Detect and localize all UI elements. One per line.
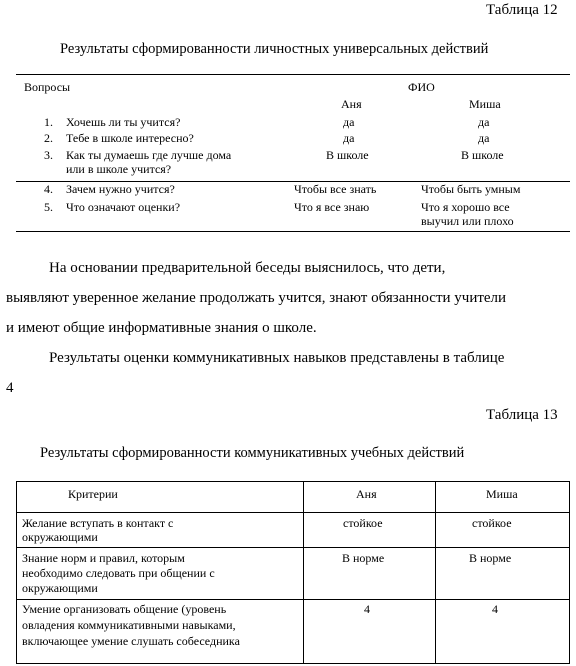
answer-anya: В школе — [326, 148, 369, 162]
table12-bottom-border — [16, 231, 570, 232]
question-text-cont: или в школе учится? — [66, 162, 172, 176]
table13-border — [16, 547, 570, 548]
answer-anya: Чтобы все знать — [294, 182, 377, 196]
table12-top-border — [16, 74, 570, 75]
header-questions: Вопросы — [24, 80, 71, 94]
table13-border — [16, 481, 570, 482]
criteria-text: включающее умение слушать собеседника — [22, 634, 240, 648]
criteria-text: необходимо следовать при общении с — [22, 566, 215, 580]
row-number: 2. — [44, 131, 53, 145]
answer-anya: Что я все знаю — [294, 200, 370, 214]
header-criteria: Критерии — [68, 487, 118, 501]
criteria-text: Знание норм и правил, которым — [22, 551, 185, 565]
header-anya: Аня — [341, 97, 362, 111]
row-number: 3. — [44, 148, 53, 162]
table12-title: Результаты сформированности личностных универсальных действий — [60, 41, 489, 57]
criteria-text: Желание вступать в контакт с — [22, 516, 174, 530]
row-number: 1. — [44, 115, 53, 129]
table13-border — [16, 512, 570, 513]
header-anya: Аня — [356, 487, 377, 501]
row-number: 4. — [44, 182, 53, 196]
paragraph-line: выявляют уверенное желание продолжать учится, знают обязанности учители — [6, 290, 507, 306]
header-misha: Миша — [469, 97, 501, 111]
question-text: Как ты думаешь где лучше дома — [66, 148, 232, 162]
value-misha: В норме — [469, 551, 512, 565]
table13-border — [435, 481, 436, 664]
answer-misha: Что я хорошо все — [421, 200, 510, 214]
paragraph-line: На основании предварительной беседы выяснилось, что дети, — [49, 260, 446, 276]
table13-caption: Таблица 13 — [486, 407, 558, 423]
answer-misha: Чтобы быть умным — [421, 182, 521, 196]
answer-anya: да — [343, 131, 355, 145]
value-anya: 4 — [364, 602, 370, 616]
criteria-text: овладения коммуникативными навыками, — [22, 618, 236, 632]
value-anya: В норме — [342, 551, 385, 565]
criteria-text: окружающими — [22, 530, 98, 544]
header-fio: ФИО — [408, 80, 435, 94]
question-text: Что означают оценки? — [66, 200, 181, 214]
answer-anya: да — [343, 115, 355, 129]
table13-title: Результаты сформированности коммуникативных учебных действий — [40, 445, 465, 461]
value-misha: стойкое — [472, 516, 512, 530]
value-misha: 4 — [492, 602, 498, 616]
question-text: Тебе в школе интересно? — [66, 131, 194, 145]
paragraph-line: 4 — [6, 380, 14, 396]
answer-misha: да — [478, 131, 490, 145]
criteria-text: окружающими — [22, 581, 98, 595]
answer-misha: да — [478, 115, 490, 129]
table13-border — [16, 481, 17, 664]
answer-misha-cont: выучил или плохо — [421, 214, 514, 228]
question-text: Зачем нужно учится? — [66, 182, 175, 196]
value-anya: стойкое — [343, 516, 383, 530]
table13-border — [303, 481, 304, 664]
header-misha: Миша — [486, 487, 518, 501]
question-text: Хочешь ли ты учится? — [66, 115, 181, 129]
answer-misha: В школе — [461, 148, 504, 162]
paragraph-line: и имеют общие информативные знания о школе. — [6, 320, 317, 336]
table13-border — [16, 599, 570, 600]
table13-border — [16, 663, 570, 664]
table12-caption: Таблица 12 — [486, 2, 558, 18]
criteria-text: Умение организовать общение (уровень — [22, 602, 227, 616]
row-number: 5. — [44, 200, 53, 214]
table13-border — [569, 481, 570, 664]
paragraph-line: Результаты оценки коммуникативных навыков представлены в таблице — [49, 350, 505, 366]
